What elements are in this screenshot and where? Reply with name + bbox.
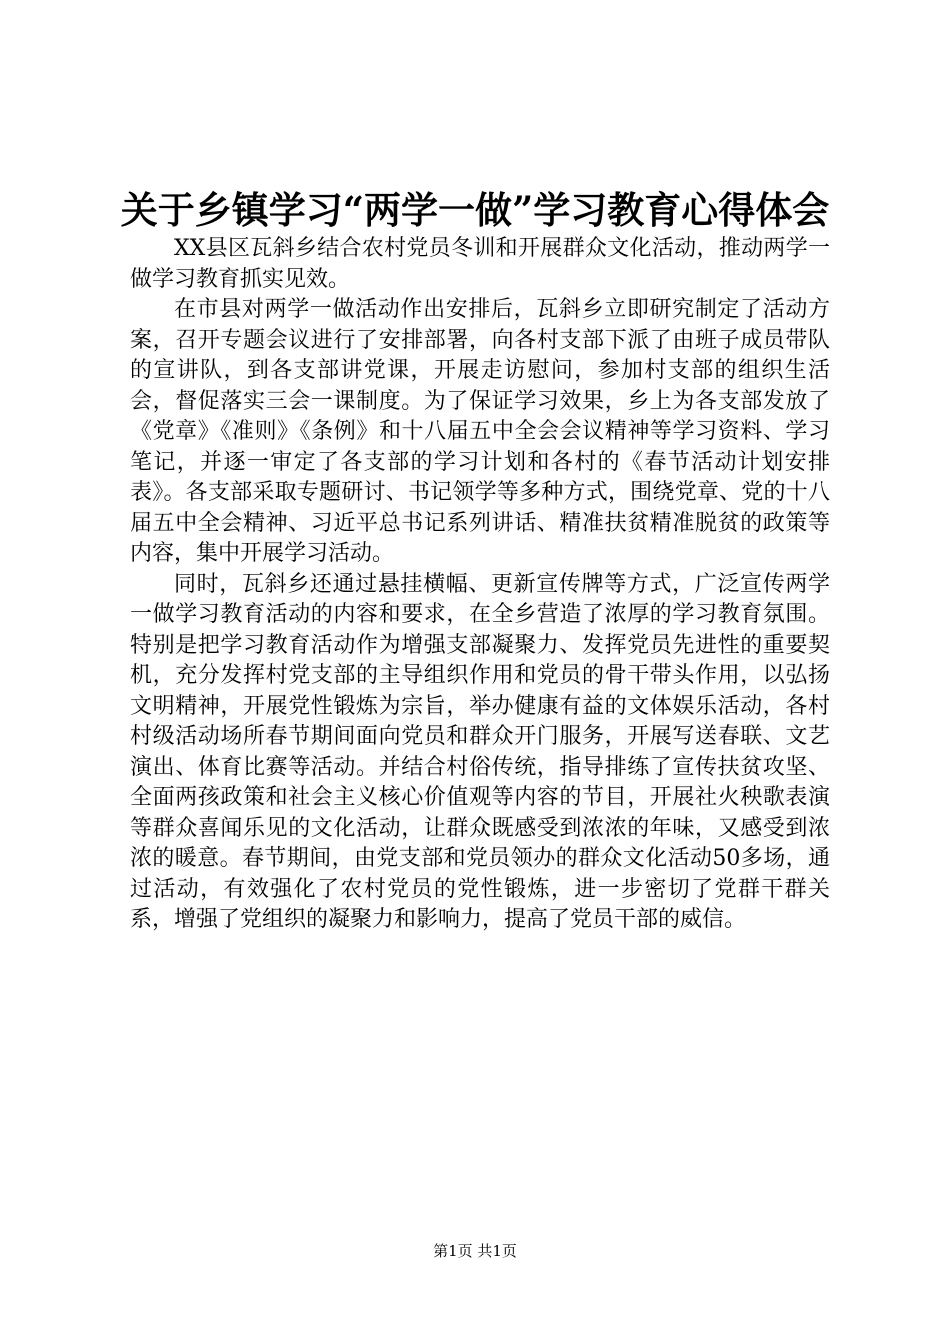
- page-footer: 第1页 共1页: [433, 1242, 517, 1260]
- paragraph-3: 同时，瓦斜乡还通过悬挂横幅、更新宣传牌等方式，广泛宣传两学一做学习教育活动的内容和要求，在全乡营造了浓厚的学习教育氛围。特别是把学习教育活动作为增强支部凝聚力、发挥党员先进性的重要契机，充分发挥村党支部的主导组织作用和党员的骨干带头作用，以弘扬文明精神，开展党性锻炼为宗旨，举办健康有益的文体娱乐活动，各村村级活动场所春节期间面向党员和群众开门服务，开展写送春联、文艺演出、体育比赛等活动。并结合村俗传统，指导排练了宣传扶贫攻坚、全面两孩政策和社会主义核心价值观等内容的节目，开展社火秧歌表演等群众喜闻乐见的文化活动，让群众既感受到浓浓的年味，又感受到浓浓的暖意。春节期间，由党支部和党员领办的群众文化活动50多场，通过活动，有效强化了农村党员的党性锻炼，进一步密切了党群干群关系，增强了党组织的凝聚力和影响力，提高了党员干部的威信。: [130, 571, 830, 932]
- document-title: 关于乡镇学习“两学一做”学习教育心得体会: [120, 188, 830, 232]
- paragraph-2: 在市县对两学一做活动作出安排后，瓦斜乡立即研究制定了活动方案，召开专题会议进行了安排部署，向各村支部下派了由班子成员带队的宣讲队，到各支部讲党课，开展走访慰问，参加村支部的组织生活会，督促落实三会一课制度。为了保证学习效果，乡上为各支部发放了《党章》《准则》《条例》和十八届五中全会会议精神等学习资料、学习笔记，并逐一审定了各支部的学习计划和各村的《春节活动计划安排表》。各支部采取专题研讨、书记领学等多种方式，围绕党章、党的十八届五中全会精神、习近平总书记系列讲话、精准扶贫精准脱贫的政策等内容，集中开展学习活动。: [130, 297, 830, 566]
- paragraph-1: XX县区瓦斜乡结合农村党员冬训和开展群众文化活动，推动两学一做学习教育抓实见效。: [130, 236, 830, 292]
- document-body: [130, 234, 830, 936]
